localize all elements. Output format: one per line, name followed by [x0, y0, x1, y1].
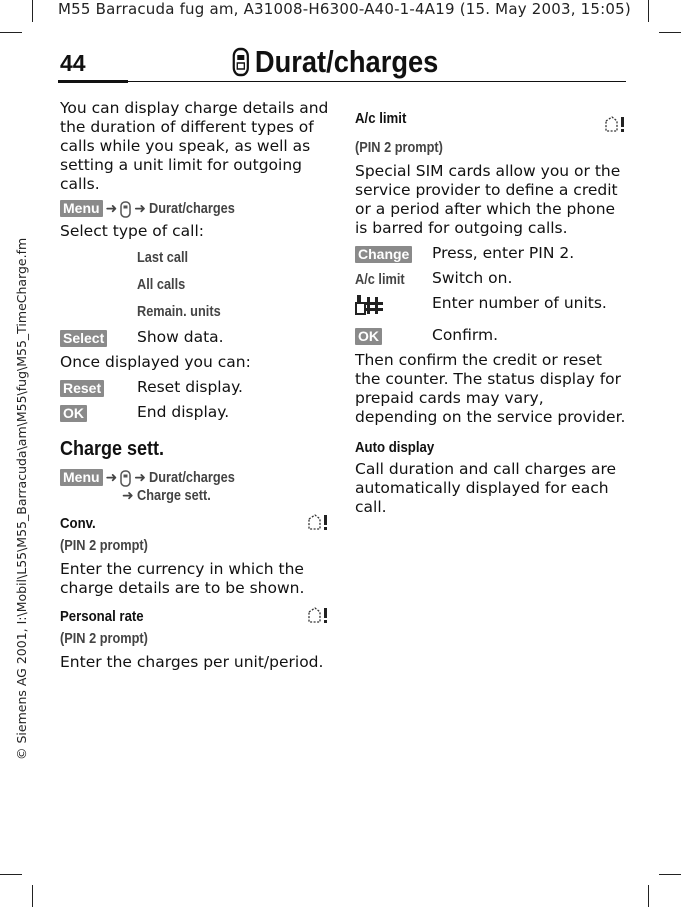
nav-path-item: Durat/charges: [149, 201, 235, 217]
once-displayed-text: Once displayed you can:: [60, 353, 251, 371]
left-column: [60, 99, 330, 678]
crop-mark: [659, 32, 681, 33]
menu-key: Menu: [60, 200, 103, 217]
crop-mark: [648, 885, 649, 907]
conv-heading: Conv.: [60, 514, 96, 532]
reset-key: Reset: [60, 380, 104, 397]
right-column: [355, 99, 627, 523]
menu-key: Menu: [60, 469, 103, 486]
crop-mark: [648, 0, 649, 22]
auto-display-text: Call duration and call charges are automatically displayed for each call.: [355, 460, 617, 516]
change-desc: Press, enter PIN 2.: [432, 244, 575, 262]
sim-pin-icon: [306, 513, 330, 533]
sim-pin-icon: [306, 606, 330, 626]
crop-mark: [0, 32, 22, 33]
aclimit-row: [355, 269, 627, 288]
arrow-icon: ➜: [122, 488, 134, 504]
keypad-row: [355, 294, 627, 320]
change-row: [355, 244, 627, 263]
intro-text: You can display charge details and the duration of different types of calls while you speak, as well as setting a unit limit for outgoing calls.: [60, 99, 329, 193]
nav-path: [60, 200, 330, 218]
select-key: Select: [60, 330, 107, 347]
ok-desc: End display.: [137, 403, 230, 421]
ok-key: OK: [355, 328, 382, 345]
page-number-rule: [58, 80, 128, 83]
page-title: [232, 44, 438, 80]
change-key: Change: [355, 246, 412, 263]
select-type-text: Select type of call:: [60, 222, 205, 240]
phone-menu-icon: [232, 47, 250, 77]
call-type-option: All calls: [137, 277, 186, 293]
ok-row: [60, 403, 330, 422]
arrow-icon: ➜: [105, 201, 118, 217]
page-title-text: Durat/charges: [254, 44, 439, 79]
rate-text: Enter the charges per unit/period.: [60, 653, 324, 671]
charge-settings-heading: Charge sett.: [60, 438, 165, 460]
aclimit-desc: Switch on.: [432, 269, 513, 287]
title-rule: [128, 81, 626, 82]
phone-menu-icon: [120, 470, 131, 487]
keypad-desc: Enter number of units.: [432, 294, 607, 312]
page-number: 44: [60, 50, 86, 76]
nav-path-item: Charge sett.: [136, 488, 211, 504]
ok-key: OK: [60, 405, 87, 422]
aclimit-label: A/c limit: [355, 272, 405, 288]
reset-desc: Reset display.: [137, 378, 243, 396]
conv-heading-row: [60, 513, 330, 533]
nav-path-item: Durat/charges: [149, 470, 235, 486]
nav-path: [60, 469, 330, 487]
confirm-text: Then confirm the credit or reset the counter. The status display for prepaid cards may vary, depending on the service provider.: [355, 351, 626, 426]
rate-subheading: (PIN 2 prompt): [60, 631, 148, 647]
crop-mark: [32, 885, 33, 907]
crop-mark: [32, 0, 33, 22]
running-head: M55 Barracuda fug am, A31008-H6300-A40-1-4A19 (15. May 2003, 15:05): [58, 0, 631, 18]
limit-text: Special SIM cards allow you or the service provider to define a credit or a period after which the phone is barred for outgoing calls.: [355, 162, 621, 237]
rate-heading: Personal rate: [60, 607, 144, 625]
arrow-icon: ➜: [134, 201, 147, 217]
call-type-option: Remain. units: [137, 304, 221, 320]
keypad-icon: [355, 294, 385, 316]
select-row: [60, 328, 330, 347]
phone-menu-icon: [120, 201, 131, 218]
rate-heading-row: [60, 606, 330, 626]
side-file-path: © Siemens AG 2001, I:\Mobil\L55\M55_Barracuda\am\M55\fug\M55_TimeCharge.fm: [14, 237, 29, 760]
limit-subheading: (PIN 2 prompt): [355, 140, 443, 156]
call-type-option: Last call: [137, 250, 189, 266]
arrow-icon: ➜: [105, 470, 118, 486]
conv-text: Enter the currency in which the charge details are to be shown.: [60, 560, 305, 597]
ok-desc: Confirm.: [432, 326, 499, 344]
reset-row: [60, 378, 330, 397]
limit-heading-row: [355, 101, 627, 135]
ok-row: [355, 326, 627, 345]
crop-mark: [659, 874, 681, 875]
auto-display-heading: Auto display: [355, 439, 435, 456]
limit-heading: A/c limit: [355, 109, 407, 127]
select-desc: Show data.: [137, 328, 224, 346]
conv-subheading: (PIN 2 prompt): [60, 538, 148, 554]
crop-mark: [0, 874, 22, 875]
nav-path-continued: [122, 487, 330, 505]
arrow-icon: ➜: [134, 470, 147, 486]
sim-pin-icon: [603, 115, 627, 135]
